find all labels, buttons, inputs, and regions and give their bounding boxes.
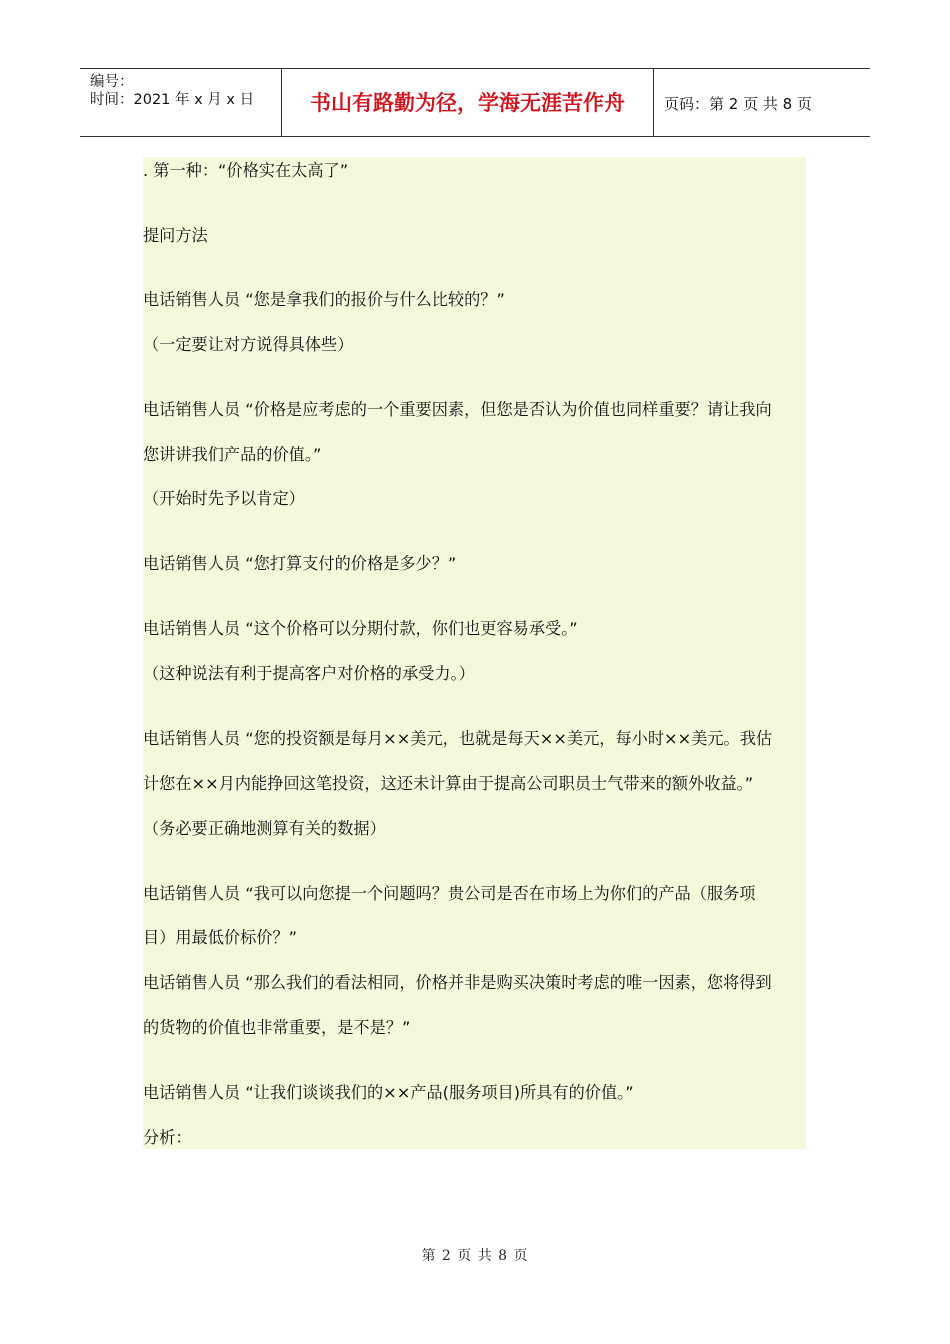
paragraph-line: 电话销售人员 “您的投资额是每月××美元，也就是每天××美元，每小时××美元。我估 [143, 729, 773, 748]
motto: 书山有路勤为径，学海无涯苦作舟 [310, 90, 625, 115]
time-label: 时间：2021 年 x 月 x 日 [90, 92, 255, 108]
section-heading: . 第一种：“价格实在太高了” [143, 161, 349, 180]
paragraph-line: 电话销售人员 “那么我们的看法相同，价格并非是购买决策时考虑的唯一因素，您将得到 [143, 973, 772, 992]
paragraph-line: 电话销售人员 “您打算支付的价格是多少？” [143, 554, 457, 573]
page-info: 页码：第 2 页 共 8 页 [664, 95, 812, 113]
paragraph-line: 的货物的价值也非常重要，是不是？” [143, 1018, 411, 1037]
note-line: （开始时先予以肯定） [143, 489, 305, 508]
header-motto-cell [282, 69, 654, 136]
paragraph-line: 目）用最低价标价？” [143, 928, 298, 947]
document-header [80, 68, 870, 137]
paragraph-line: 电话销售人员 “让我们谈谈我们的××产品(服务项目)所具有的价值。” [143, 1083, 634, 1102]
paragraph-line: 电话销售人员 “您是拿我们的报价与什么比较的？” [143, 290, 505, 309]
page-footer: 第 2 页 共 8 页 [421, 1248, 529, 1264]
note-line: （这种说法有利于提高客户对价格的承受力。） [143, 664, 475, 683]
content-block [143, 157, 806, 1149]
analysis-label: 分析： [143, 1128, 192, 1147]
header-page-cell [654, 69, 870, 136]
paragraph-line: 电话销售人员 “我可以向您提一个问题吗？贵公司是否在市场上为你们的产品（服务项 [143, 884, 756, 903]
subheading: 提问方法 [143, 226, 208, 245]
paragraph-line: 电话销售人员 “价格是应考虑的一个重要因素，但您是否认为价值也同样重要？请让我向 [143, 400, 772, 419]
header-info-cell [80, 69, 282, 136]
note-line: （务必要正确地测算有关的数据） [143, 819, 386, 838]
note-line: （一定要让对方说得具体些） [143, 335, 354, 354]
paragraph-line: 电话销售人员 “这个价格可以分期付款，你们也更容易承受。” [143, 619, 578, 638]
paragraph-line: 您讲讲我们产品的价值。” [143, 445, 322, 464]
number-label: 编号： [90, 74, 134, 90]
paragraph-line: 计您在××月内能挣回这笔投资，这还未计算由于提高公司职员士气带来的额外收益。” [143, 774, 754, 793]
